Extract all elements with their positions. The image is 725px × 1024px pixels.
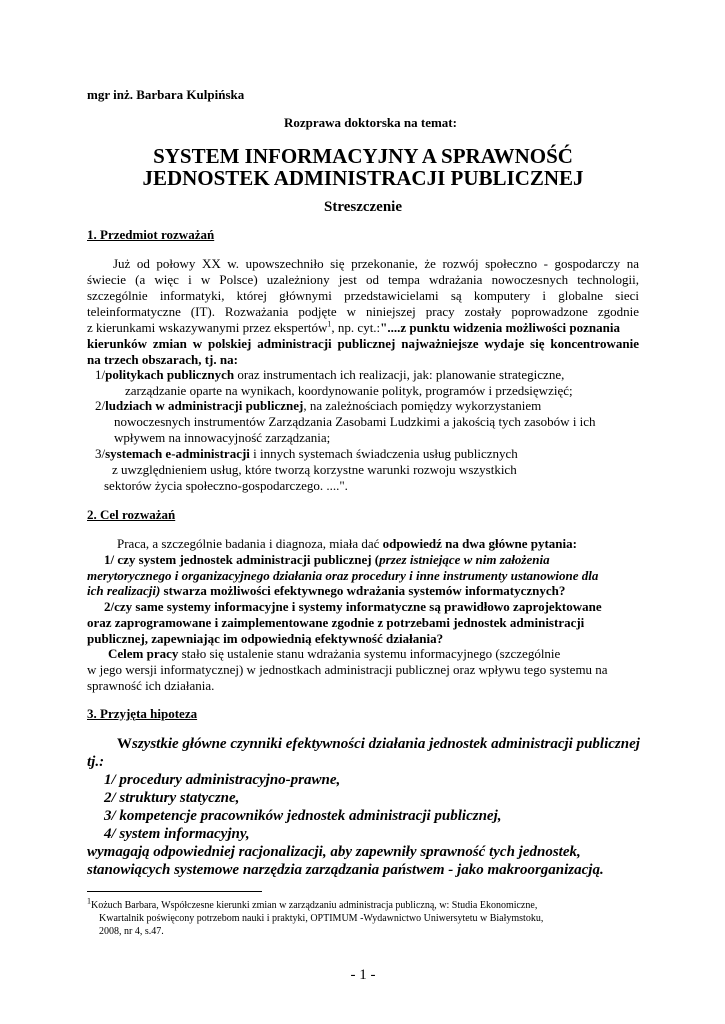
title-line-2: JEDNOSTEK ADMINISTRACJI PUBLICZNEJ (142, 166, 584, 190)
hypothesis-line: stanowiących systemowe narzędzia zarządzania państwem - jako makroorganizacją. (87, 862, 604, 878)
hypothesis-line: tj.: (87, 754, 105, 770)
hypothesis-item: 4/ system informacyjny, (104, 826, 250, 842)
list-item-continuation: nowoczesnych instrumentów Zarządzania Zasobami Ludzkimi a jakością tych zasobów i ich (114, 414, 596, 429)
paragraph-line: w jego wersji informatycznej) w jednostkach administracji publicznej oraz wpływu tego systemu na (87, 662, 608, 677)
question-line: merytorycznego i organizacyjnego działania oraz procedury i inne instrumenty ustanowione dla (87, 568, 599, 583)
paragraph-line: sprawność ich działania. (87, 678, 215, 693)
list-item-continuation: z uwzględnieniem usług, które tworzą korzystne warunki rozwoju wszystkich (112, 462, 517, 477)
summary-heading: Streszczenie (323, 199, 403, 215)
page-number: - 1 - (350, 967, 376, 983)
list-item-continuation: wpływem na innowacyjność zarządzania; (114, 430, 331, 445)
list-item: 1/politykach publicznych oraz instrumentach ich realizacji, jak: planowanie strategiczne, (95, 367, 565, 382)
list-item-continuation: zarządzanie oparte na wynikach, koordynowanie polityk, programów i przedsięwzięć; (125, 383, 573, 398)
thesis-subtitle: Rozprawa doktorska na temat: (284, 115, 457, 130)
quote-line: kierunków zmian w polskiej administracji publicznej najważniejsze wydaje się koncentrowanie (87, 336, 639, 351)
footnote-line: 2008, nr 4, s.47. (99, 926, 164, 937)
paragraph-line: Praca, a szczególnie badania i diagnoza, miała dać odpowiedź na dwa główne pytania: (117, 536, 577, 551)
hypothesis-line: wymagają odpowiedniej racjonalizacji, aby zapewniły sprawność tych jednostek, (87, 844, 581, 860)
question-line: ich realizacji) stwarza możliwości efektywnego wdrażania systemów informatycznych? (87, 583, 566, 598)
question-line: oraz zaprogramowane i zaimplementowane zgodnie z potrzebami jednostek administracji (87, 615, 585, 630)
paragraph-line: Już od połowy XX w. upowszechniło się przekonanie, że rozwój społeczno - gospodarczy na (113, 256, 639, 271)
hypothesis-item: 1/ procedury administracyjno-prawne, (104, 772, 341, 788)
section-1-heading: 1. Przedmiot rozważań (87, 227, 215, 242)
footnote-ref: 1 (327, 319, 332, 329)
paragraph-line: Celem pracy stało się ustalenie stanu wdrażania systemu informacyjnego (szczególnie (108, 646, 561, 661)
footnote-line: Kwartalnik poświęcony potrzebom nauki i praktyki, OPTIMUM -Wydawnictwo Uniwersytetu w Białymstoku, (99, 913, 544, 924)
list-item: 2/ludziach w administracji publicznej, na zależnościach pomiędzy wykorzystaniem (95, 398, 542, 413)
list-item: 3/systemach e-administracji i innych systemach świadczenia usług publicznych (95, 446, 518, 461)
hypothesis-item: 2/ struktury statyczne, (104, 790, 240, 806)
question-line: 2/czy same systemy informacyjne i systemy informatyczne są prawidłowo zaprojektowane (104, 599, 602, 614)
paragraph-line: teleinformatyczne (IT). Rozważania podjęte w niniejszej pracy zostały poprowadzone zgodnie (87, 304, 639, 319)
hypothesis-line: Wszystkie główne czynniki efektywności działania jednostek administracji publicznej (117, 736, 640, 752)
question-line: 1/ czy system jednostek administracji publicznej (przez istniejące w nim założenia (104, 552, 550, 567)
paragraph-line: świecie (a więc i w Polsce) uzależniony jest od tempa wdrażania nowoczesnych technologii, (87, 272, 639, 287)
list-item-continuation: sektorów życia społeczno-gospodarczego. ....". (104, 478, 348, 493)
quote-line: na trzech obszarach, tj. na: (87, 352, 238, 367)
paragraph-line: z kierunkami wskazywanymi przez ekspertów$^1$, np. cyt.:"....z punktu widzenia możliwości poznania (87, 319, 620, 335)
hypothesis-item: 3/ kompetencje pracowników jednostek administracji publicznej, (104, 808, 502, 824)
paragraph-line: szczególnie informatyki, której głównymi przedstawicielami są komputery i globalne sieci (87, 288, 639, 303)
question-line: publicznej, zapewniając im odpowiednią efektywność działania? (87, 631, 444, 646)
section-2-heading: 2. Cel rozważań (87, 507, 176, 522)
footnote-separator (87, 891, 262, 892)
author-name: mgr inż. Barbara Kulpińska (87, 87, 245, 102)
footnote-line: $^1$Kożuch Barbara, Współczesne kierunki zmian w zarządzaniu administracja publiczną, w: Studia Ekonomiczne, (87, 896, 538, 911)
section-3-heading: 3. Przyjęta hipoteza (87, 706, 198, 721)
title-line-1: SYSTEM INFORMACYJNY A SPRAWNOŚĆ (153, 144, 573, 168)
